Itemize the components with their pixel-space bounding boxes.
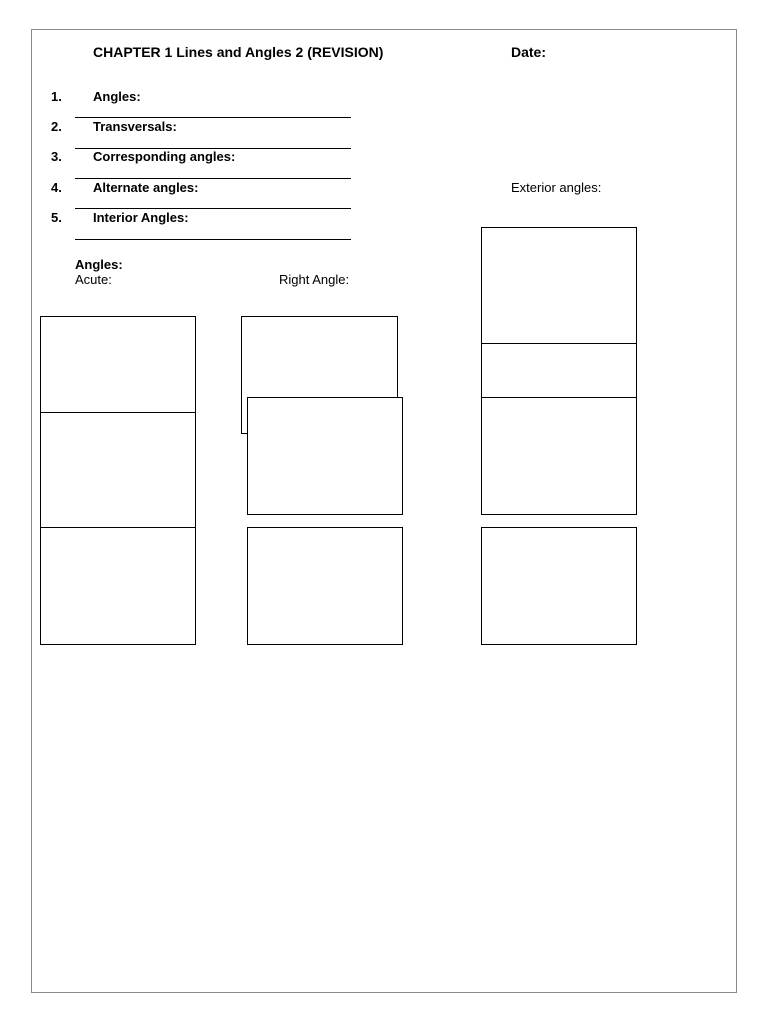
answer-line [75, 178, 351, 179]
drawing-box [481, 397, 637, 515]
angles-heading: Angles: [75, 257, 123, 272]
worksheet-title: CHAPTER 1 Lines and Angles 2 (REVISION) [93, 44, 384, 60]
drawing-box [481, 343, 637, 399]
item-number: 2. [51, 119, 62, 134]
date-label: Date: [511, 44, 547, 60]
drawing-box [481, 227, 637, 345]
answer-line [75, 117, 351, 118]
item-number: 5. [51, 210, 62, 225]
drawing-box [247, 527, 403, 645]
answer-line [75, 239, 351, 240]
drawing-box [40, 412, 196, 530]
drawing-box [40, 527, 196, 645]
right-angle-label: Right Angle: [279, 272, 350, 287]
drawing-box [247, 397, 403, 515]
item-label-interior: Interior Angles: [93, 210, 189, 225]
item-label-alternate: Alternate angles: [93, 180, 199, 195]
drawing-box [481, 527, 637, 645]
answer-line [75, 208, 351, 209]
item-number: 3. [51, 149, 62, 164]
item-number: 1. [51, 89, 62, 104]
acute-label: Acute: [75, 272, 112, 287]
item-number: 4. [51, 180, 62, 195]
item-label-transversals: Transversals: [93, 119, 177, 134]
item-label-corresponding: Corresponding angles: [93, 149, 236, 164]
exterior-angles-label: Exterior angles: [511, 180, 602, 195]
item-label-angles: Angles: [93, 89, 141, 104]
